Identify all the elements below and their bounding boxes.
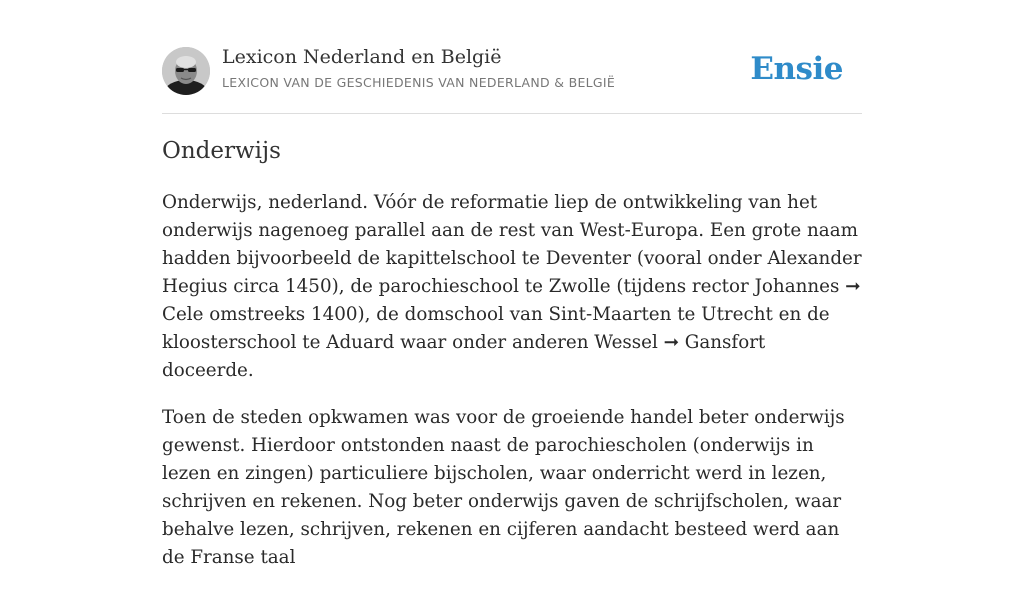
site-subtitle: LEXICON VAN DE GESCHIEDENIS VAN NEDERLAND & BELGIË <box>222 75 616 90</box>
brand-logo[interactable]: Ensie <box>750 51 843 87</box>
site-title[interactable]: Lexicon Nederland en België <box>222 46 502 68</box>
article-body <box>162 189 862 591</box>
author-avatar-icon[interactable] <box>162 47 210 95</box>
article-paragraph: Onderwijs, nederland. Vóór de reformatie liep de ontwikkeling van het onderwijs nagenoeg parallel aan de rest van West-Europa. Een grote naam hadden bijvoorbeeld de kapittelschool te Deventer (vooral onder Alexander Hegius circa 1450), de parochieschool te Zwolle (tijdens rector Johannes ➞ Cele omstreeks 1400), de domschool van Sint-Maarten te Utrecht en de kloosterschool te Aduard waar onder anderen Wessel ➞ Gansfort doceerde. <box>162 192 862 381</box>
article-paragraph: Toen de steden opkwamen was voor de groeiende handel beter onderwijs gewenst. Hierdoor ontstonden naast de parochiescholen (onderwijs in lezen en zingen) particuliere bijscholen, waar onderricht werd in lezen, schrijven en rekenen. Nog beter onderwijs gaven de schrijfscholen, waar behalve lezen, schrijven, rekenen en cijferen aandacht besteed werd aan de Franse taal <box>162 407 845 568</box>
site-header <box>162 0 862 114</box>
page <box>162 0 862 568</box>
article-title: Onderwijs <box>162 138 281 164</box>
